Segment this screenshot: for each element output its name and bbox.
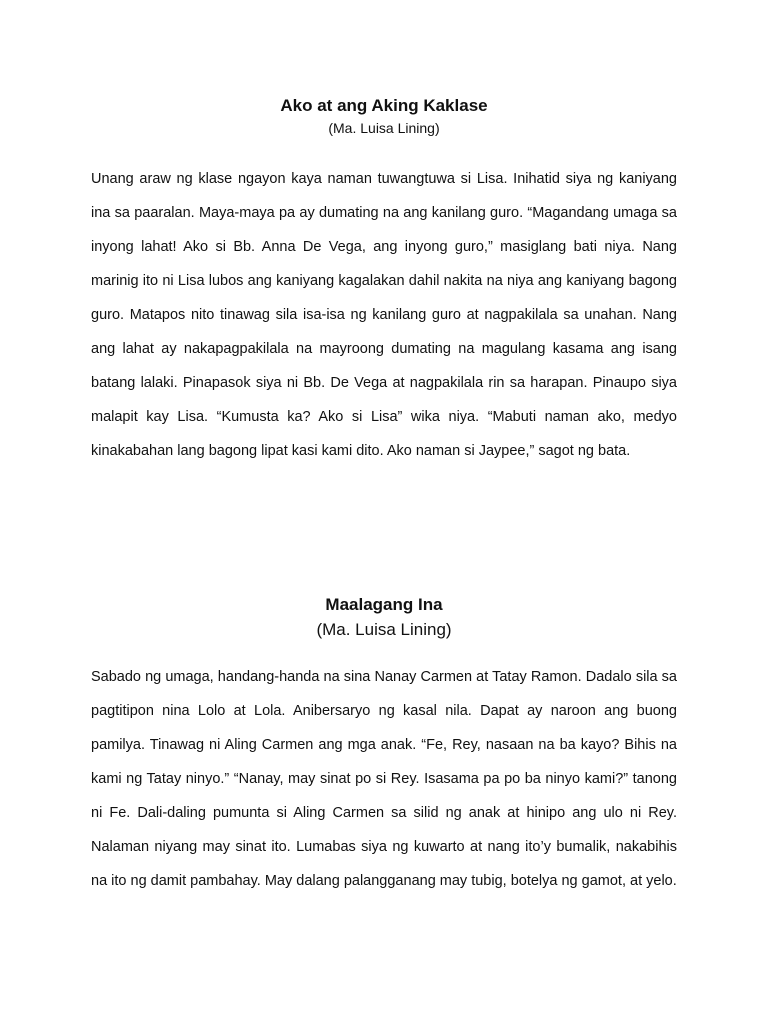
story-author: (Ma. Luisa Lining) (328, 120, 440, 136)
story-author: (Ma. Luisa Lining) (316, 620, 452, 639)
story-body: Sabado ng umaga, handang-handa na sina Nanay Carmen at Tatay Ramon. Dadalo sila sa pagtitipon nina Lolo at Lola. Anibersaryo ng kasal nila. Dapat ay naroon ang buong pamilya. Tinawag ni Aling Carmen ang mga anak. “Fe, Rey, nasaan na ba kayo? Bihis na kami ng Tatay ninyo.” “Nanay, may sinat po si Rey. Isasama pa po ba ninyo kami?” tanong ni Fe. Dali-daling pumunta si Aling Carmen sa silid ng anak at hinipo ang ulo ni Rey. Nalaman niyang may sinat ito. Lumabas siya ng kuwarto at nang ito’y bumalik, nakabihis na ito ng damit pambahay. May dalang palangganang may tubig, botelya ng gamot, at yelo. (91, 669, 677, 889)
story-body: Unang araw ng klase ngayon kaya naman tuwangtuwa si Lisa. Inihatid siya ng kaniyang ina sa paaralan. Maya-maya pa ay dumating na ang kanilang guro. “Magandang umaga sa inyong lahat! Ako si Bb. Anna De Vega, ang inyong guro,” masiglang bati niya. Nang marinig ito ni Lisa lubos ang kaniyang kagalakan dahil nakita na niya ang kaniyang bagong guro. Matapos nito tinawag sila isa-isa ng kanilang guro at nagpakilala sa unahan. Nang ang lahat ay nakapagpakilala na mayroong dumating na magulang kasama ang isang batang lalaki. Pinapasok siya ni Bb. De Vega at nagpakilala rin sa harapan. Pinaupo siya malapit kay Lisa. “Kumusta ka? Ako si Lisa” wika niya. “Mabuti naman ako, medyo kinakabahan lang bagong lipat kasi kami dito. Ako naman si Jaypee,” sagot ng bata. (91, 171, 677, 459)
story-title: Maalagang Ina (325, 595, 443, 614)
story-ako-at-ang-aking-kaklase (91, 94, 677, 468)
story-title: Ako at ang Aking Kaklase (280, 96, 488, 115)
story-maalagang-ina (91, 594, 677, 898)
